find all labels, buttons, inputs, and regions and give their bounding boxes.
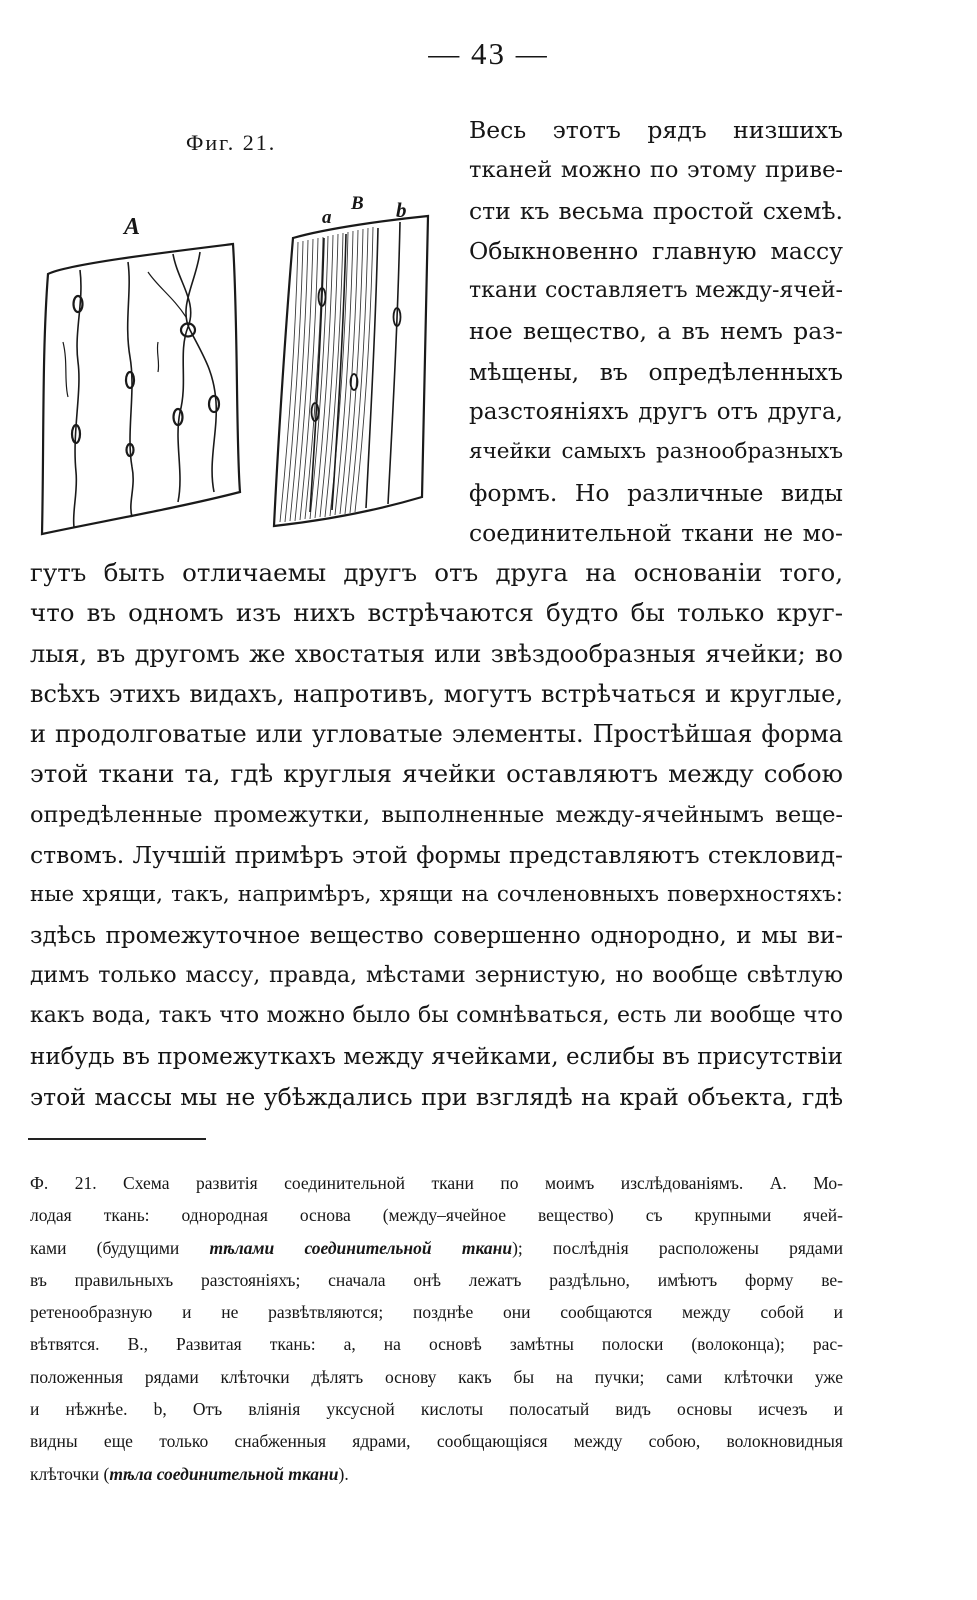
- caption-line: и нѣжнѣе. b, Отъ вліянія уксусной кислоты полосатый видъ основы исчезъ и: [30, 1399, 843, 1420]
- text-line: какъ вода, такъ что можно было бы сомнѣваться, есть ли вообще что: [30, 1003, 843, 1029]
- text-line: димъ только массу, правда, мѣстами зернистую, но вообще свѣтлую: [30, 962, 843, 988]
- text-line: этой ткани та, гдѣ круглыя ячейки оставляютъ между собою: [30, 759, 843, 789]
- caption-line: ретенообразную и не развѣтвляются; позднѣе они сообщаются между собой и: [30, 1302, 843, 1323]
- tissue-drawing: [28, 192, 448, 552]
- panel-a-fiber-6: [63, 342, 68, 397]
- text-line: всѣхъ этихъ видахъ, напротивъ, могутъ встрѣчаться и круглые,: [30, 679, 843, 708]
- text-line: лыя, въ другомъ же хвостатыя или звѣздообразныя ячейки; во: [30, 639, 843, 668]
- panel-b-fibers: [310, 222, 400, 512]
- panel-a-fiber-2: [128, 262, 133, 517]
- letter-b-upper: B: [351, 193, 364, 214]
- text-line: опредѣленные промежутки, выполненные между-ячейнымъ веще-: [30, 801, 843, 828]
- caption-line: [30, 1232, 843, 1264]
- letter-a-lower: a: [322, 207, 332, 228]
- text-line: нибудь въ промежуткахъ между ячейками, еслибы въ присутствіи: [30, 1043, 843, 1070]
- caption-text: ).: [338, 1463, 349, 1484]
- caption-text: ); послѣднія расположены рядами: [512, 1237, 843, 1258]
- caption-line: вѣтвятся. В., Развитая ткань: а, на основѣ замѣтны полоски (волоконца); рас-: [30, 1334, 843, 1355]
- text-line: ные хрящи, такъ, напримѣръ, хрящи на сочленовныхъ поверхностяхъ:: [30, 882, 843, 908]
- caption-italic-text: тѣлами соединительной ткани: [209, 1237, 513, 1258]
- panel-b: [274, 216, 428, 526]
- caption-line: Ф. 21. Схема развитія соединительной ткани по моимъ изслѣдованіямъ. А. Мо-: [30, 1173, 843, 1193]
- figure-21-illustration: [28, 192, 448, 552]
- text-line: ствомъ. Лучшій примѣръ этой формы представляютъ стекловид-: [30, 841, 843, 870]
- cell-nucleus: [126, 372, 134, 388]
- text-line: сти къ весьма простой схемѣ.: [469, 196, 843, 225]
- panel-a-fiber-3: [173, 254, 191, 502]
- letter-a-upper: A: [124, 214, 141, 240]
- text-line: здѣсь промежуточное вещество совершенно однородно, и мы ви-: [30, 922, 843, 949]
- text-line: соединительной ткани не мо-: [469, 518, 843, 547]
- text-line: этой массы мы не убѣждались при взглядѣ на край объекта, гдѣ: [30, 1082, 843, 1111]
- caption-line: видны еще только снабженныя ядрами, сообщающіяся между собою, волокновидныя: [30, 1431, 843, 1452]
- caption-line: въ правильныхъ разстояніяхъ; сначала онѣ лежатъ раздѣльно, имѣютъ форму ве-: [30, 1269, 843, 1290]
- text-line: формъ. Но различные виды: [469, 478, 843, 507]
- panel-a-fiber-4: [186, 252, 216, 492]
- caption-text: клѣточки (: [30, 1463, 110, 1484]
- cell-nucleus: [209, 396, 219, 412]
- text-line: мѣщены, въ опредѣленныхъ: [469, 357, 843, 386]
- text-line: ткани составляетъ между-ячей-: [469, 278, 843, 304]
- panel-a-outline: [42, 244, 240, 534]
- figure-label: Фиг. 21.: [186, 130, 277, 155]
- page-number: — 43 —: [428, 36, 549, 71]
- panel-b-striations: [280, 227, 373, 522]
- text-line: Обыкновенно главную массу: [469, 236, 843, 265]
- caption-italic-text: тѣла соединительной ткани: [109, 1463, 339, 1484]
- caption-text: ками (будущими: [30, 1237, 210, 1258]
- body-text-wide: [30, 553, 843, 1117]
- panel-a-fiber-7: [157, 342, 158, 372]
- body-text-narrow: [469, 110, 843, 553]
- text-line: Весь этотъ рядъ низшихъ: [469, 116, 843, 144]
- figure-caption: [30, 1167, 843, 1490]
- text-line: ячейки самыхъ разнообразныхъ: [469, 439, 843, 465]
- text-line: разстояніяхъ другъ отъ друга,: [469, 399, 843, 426]
- text-line: что въ одномъ изъ нихъ встрѣчаются будто бы только круг-: [30, 598, 843, 628]
- letter-b-lower: b: [396, 198, 407, 222]
- panel-a: [42, 244, 240, 534]
- footnote-divider: [28, 1138, 206, 1140]
- cell-nucleus: [74, 296, 83, 312]
- caption-line: [30, 1458, 843, 1490]
- text-line: тканей можно по этому приве-: [469, 157, 843, 184]
- caption-line: лодая ткань: однородная основа (между–ячейное вещество) съ крупными ячей-: [30, 1205, 843, 1226]
- caption-line: положенныя рядами клѣточки дѣлятъ основу какъ бы на пучки; сами клѣточки уже: [30, 1366, 843, 1387]
- text-line: и продолговатые или угловатые элементы. Простѣйшая форма: [30, 720, 843, 749]
- text-line: гутъ быть отличаемы другъ отъ друга на основаніи того,: [30, 558, 843, 587]
- text-line: ное вещество, а въ немъ раз-: [469, 317, 843, 346]
